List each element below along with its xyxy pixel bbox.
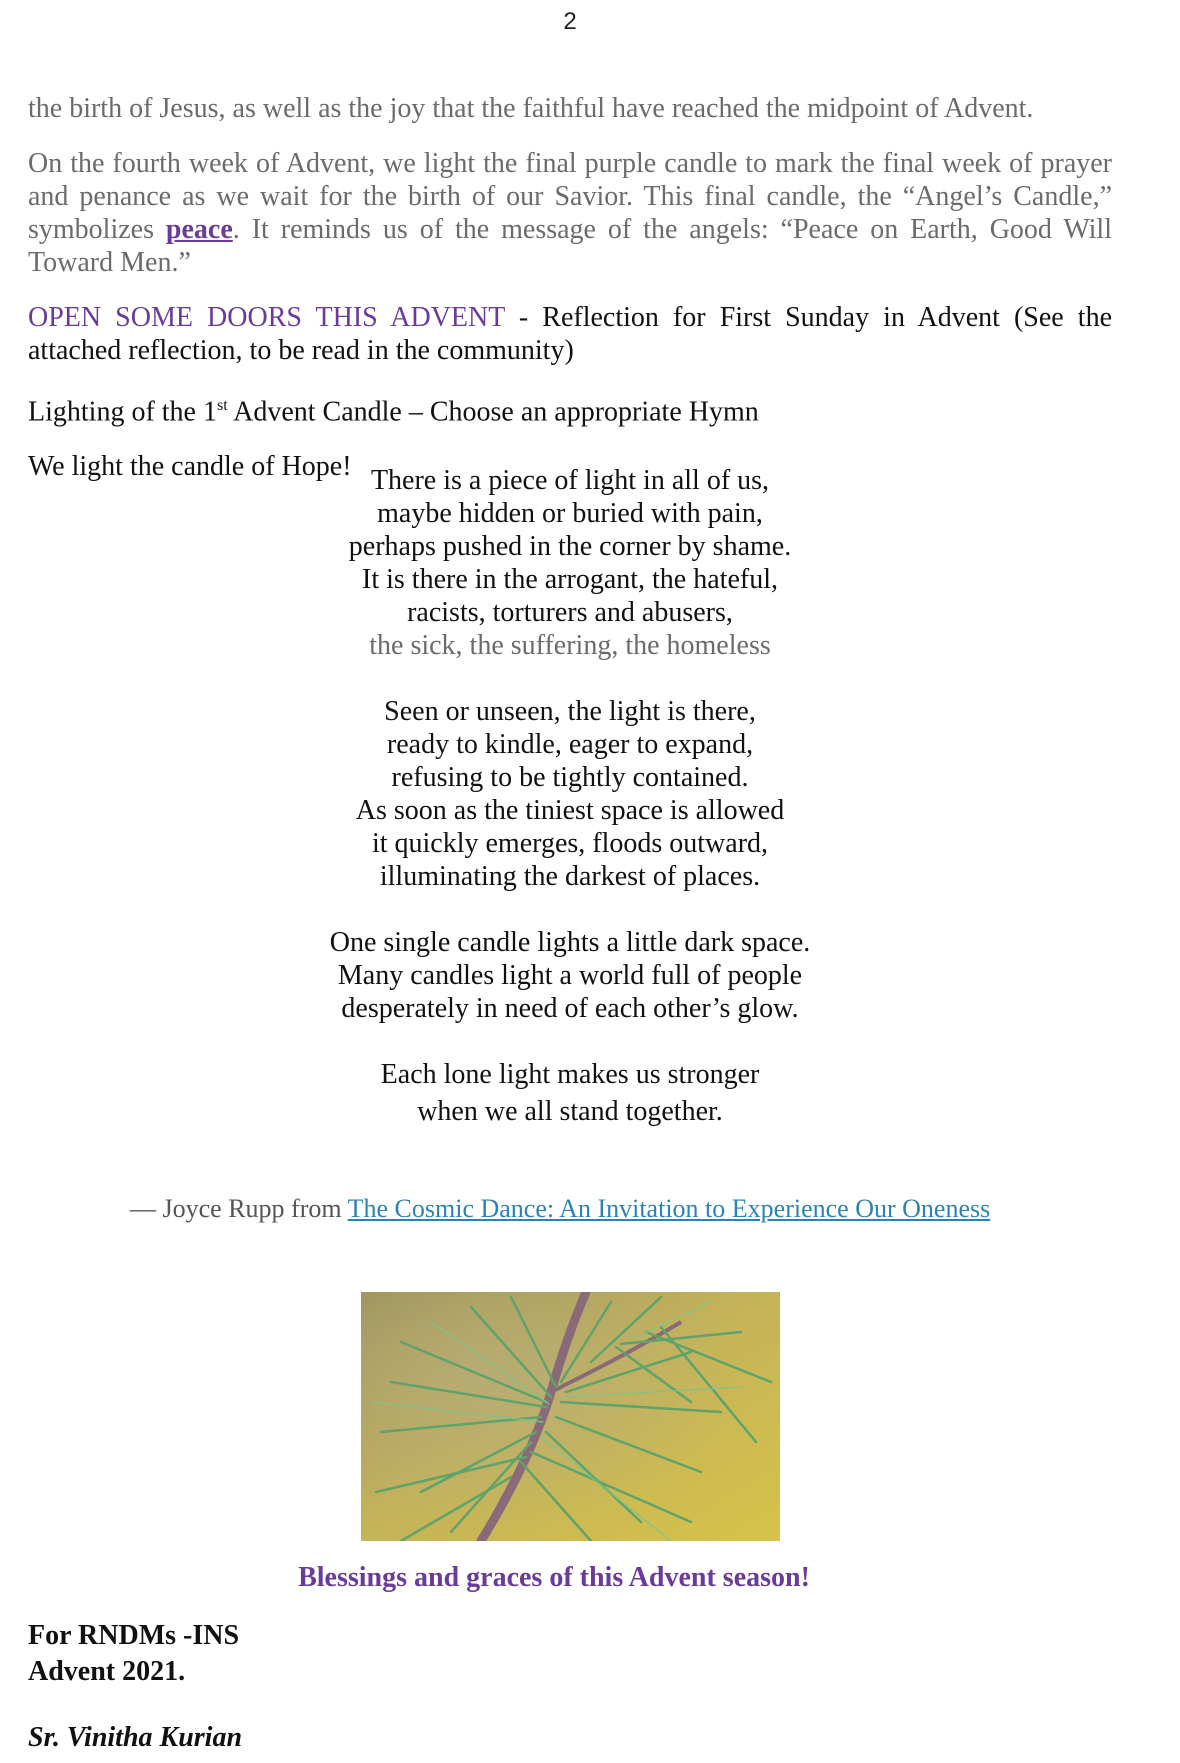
- poem-stanza-2: [0, 695, 1140, 893]
- signature: Sr. Vinitha Kurian: [28, 1722, 243, 1753]
- poem-line: it quickly emerges, floods outward,: [371, 828, 769, 859]
- document-body: [28, 92, 1112, 505]
- poem-stanza-1: [0, 464, 1140, 662]
- lighting-text-end: Advent Candle – Choose an appropriate Hymn: [227, 396, 759, 428]
- poem-line: ready to kindle, eager to expand,: [386, 729, 754, 760]
- poem-line: There is a piece of light in all of us,: [370, 465, 770, 496]
- page-number: 2: [563, 8, 577, 35]
- poem-line: illuminating the darkest of places.: [379, 861, 761, 892]
- open-doors-text: - Reflection for First Sunday in Advent (See the attached reflection, to be read in the community): [28, 302, 1112, 366]
- poem-line: maybe hidden or buried with pain,: [377, 498, 763, 529]
- paragraph-fourth-week: [28, 147, 1112, 279]
- sign-off-line-2: Advent 2021.: [28, 1656, 186, 1687]
- poem-line: Many candles light a world full of people: [337, 960, 803, 991]
- poem-line: desperately in need of each other’s glow.: [341, 993, 799, 1024]
- open-doors-heading: OPEN SOME DOORS THIS ADVENT: [28, 302, 505, 333]
- lighting-text: Lighting of the 1: [28, 396, 217, 428]
- poem-line: the sick, the suffering, the homeless: [369, 630, 771, 661]
- paragraph-fourth-week-text: On the fourth week of Advent, we light the final purple candle to mark the final week of prayer and penance as we wait for the birth of our Savior. This final candle, the “Angel’s Candle,” symbolizes: [28, 148, 1112, 245]
- peace-link[interactable]: peace: [165, 214, 233, 245]
- poem-line: refusing to be tightly contained.: [391, 762, 749, 793]
- poem-line: Seen or unseen, the light is there,: [384, 696, 756, 727]
- poem-stanza-3: [0, 926, 1140, 1025]
- blessing-text: Blessings and graces of this Advent season!: [298, 1562, 810, 1593]
- paragraph-midpoint: the birth of Jesus, as well as the joy that the faithful have reached the midpoint of Advent.: [28, 93, 1034, 124]
- poem-attribution: [130, 1194, 990, 1224]
- attribution-author: — Joyce Rupp from: [130, 1194, 348, 1223]
- sign-off: [28, 1618, 239, 1690]
- sign-off-line-1: For RNDMs -INS: [28, 1620, 240, 1651]
- poem-line: It is there in the arrogant, the hateful,: [362, 564, 778, 595]
- paragraph-fourth-week-text-end: . It reminds us of the message of the angels: “Peace on Earth, Good Will Toward Men.”: [28, 214, 1112, 278]
- poem-line: perhaps pushed in the corner by shame.: [348, 531, 792, 562]
- poem-stanza-4: [0, 1058, 1140, 1128]
- paragraph-hope: We light the candle of Hope!: [28, 451, 352, 483]
- poem: [0, 464, 1140, 1128]
- paragraph-lighting: [28, 389, 1112, 428]
- poem-line: One single candle lights a little dark space.: [329, 927, 811, 958]
- pine-branch-image: [361, 1292, 780, 1541]
- poem-line: when we all stand together.: [417, 1096, 723, 1127]
- poem-line: As soon as the tiniest space is allowed: [355, 795, 785, 826]
- poem-line: Each lone light makes us stronger: [380, 1059, 760, 1090]
- book-link[interactable]: The Cosmic Dance: An Invitation to Experience Our Oneness: [347, 1194, 991, 1223]
- poem-line: racists, torturers and abusers,: [407, 597, 733, 628]
- paragraph-open-doors: [28, 301, 1112, 367]
- ordinal-suffix: st: [216, 397, 228, 414]
